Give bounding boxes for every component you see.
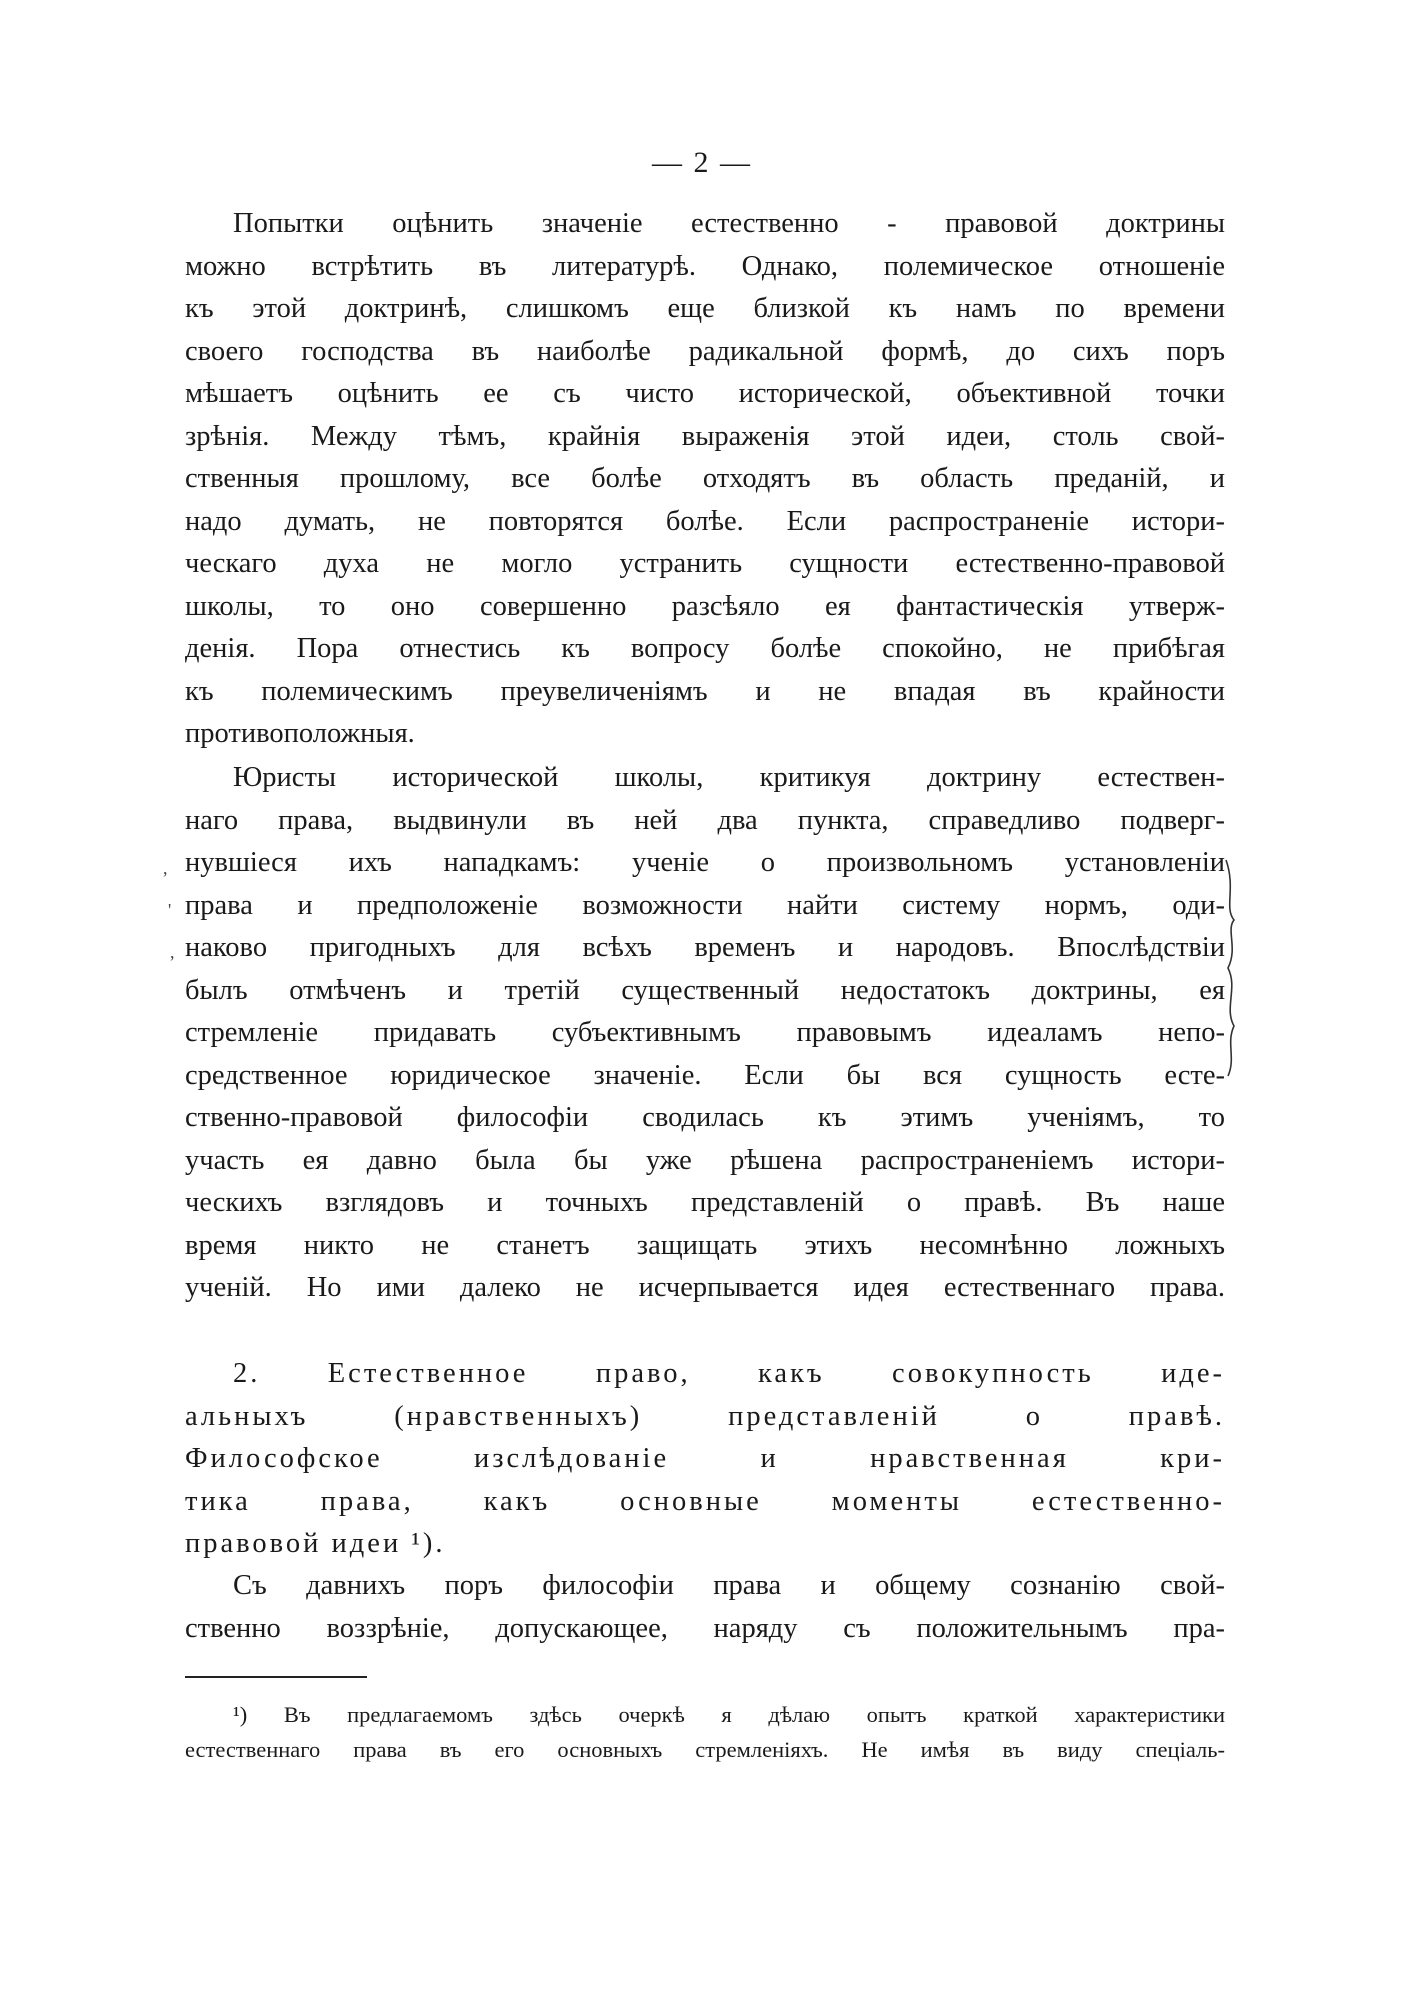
paragraph-line: наково пригодныхъ для всѣхъ временъ и народовъ. Впослѣдствіи xyxy=(185,932,1225,963)
paragraph-line: Попытки оцѣнить значеніе естественно - правовой доктрины xyxy=(233,208,1225,239)
footnote-line: ¹) Въ предлагаемомъ здѣсь очеркѣ я дѣлаю опытъ краткой характеристики xyxy=(233,1702,1225,1727)
heading-line: 2. Естественное право, какъ совокупность иде- xyxy=(233,1358,1225,1389)
margin-pencil-bracket xyxy=(1222,858,1242,1078)
paragraph-line: надо думать, не повторятся болѣе. Если распространеніе истори- xyxy=(185,505,1225,537)
paragraph-line: денія. Пора отнестись къ вопросу болѣе спокойно, не прибѣгая xyxy=(185,633,1225,664)
heading-line: альныхъ (нравственныхъ) представленій о правѣ. xyxy=(185,1400,1225,1432)
margin-mark: , xyxy=(163,858,168,878)
paragraph-line: ученій. Но ими далеко не исчерпывается идея естественнаго права. xyxy=(185,1272,1225,1303)
paragraph-line: своего господства въ наиболѣе радикальной формѣ, до сихъ поръ xyxy=(185,335,1225,367)
paragraph-line: ческаго духа не могло устранить сущности естественно-правовой xyxy=(185,548,1225,579)
page-number: — 2 — xyxy=(652,146,752,179)
paragraph-line: наго права, выдвинули въ ней два пункта, справедливо подверг- xyxy=(185,804,1225,836)
paragraph-line: мѣшаетъ оцѣнить ее съ чисто исторической, объективной точки xyxy=(185,378,1225,409)
paragraph-line: противоположныя. xyxy=(185,718,415,749)
paragraph-line: стремленіе придавать субъективнымъ правовымъ идеаламъ непо- xyxy=(185,1017,1225,1048)
paragraph-line: былъ отмѣченъ и третій существенный недостатокъ доктрины, ея xyxy=(185,974,1225,1006)
paragraph-line: Юристы исторической школы, критикуя доктрину естествен- xyxy=(233,762,1225,793)
paragraph-line: права и предположеніе возможности найти систему нормъ, оди- xyxy=(185,889,1225,921)
footnote-line: естественнаго права въ его основныхъ стремленіяхъ. Не имѣя въ виду спеціаль- xyxy=(185,1737,1225,1762)
heading-line: тика права, какъ основные моменты естественно- xyxy=(185,1485,1225,1517)
paragraph-line: время никто не станетъ защищать этихъ несомнѣнно ложныхъ xyxy=(185,1229,1225,1261)
section-heading xyxy=(185,1353,1225,1566)
paragraph-line: ственно-правовой философіи сводилась къ этимъ ученіямъ, то xyxy=(185,1102,1225,1133)
paragraph-line: къ полемическимъ преувеличеніямъ и не впадая въ крайности xyxy=(185,675,1225,707)
paragraph-2 xyxy=(185,757,1225,1310)
paragraph-line: ственно воззрѣніе, допускающее, наряду съ положительнымъ пра- xyxy=(185,1612,1225,1644)
paragraph-line: ческихъ взглядовъ и точныхъ представленій о правѣ. Въ наше xyxy=(185,1187,1225,1218)
heading-line: Философское изслѣдованіе и нравственная кри- xyxy=(185,1443,1225,1474)
paragraph-line: Съ давнихъ поръ философіи права и общему сознанію свой- xyxy=(233,1570,1225,1601)
margin-mark: ' xyxy=(168,900,172,920)
margin-mark: , xyxy=(170,942,175,962)
paragraph-line: участь ея давно была бы уже рѣшена распространеніемъ истори- xyxy=(185,1144,1225,1176)
paragraph-1 xyxy=(185,203,1225,756)
paragraph-line: школы, то оно совершенно разсѣяло ея фантастическія утверж- xyxy=(185,590,1225,622)
footnote xyxy=(185,1697,1225,1767)
paragraph-line: зрѣнія. Между тѣмъ, крайнія выраженія этой идеи, столь свой- xyxy=(185,420,1225,452)
paragraph-line: средственное юридическое значеніе. Если бы вся сущность есте- xyxy=(185,1059,1225,1091)
paragraph-line: нувшіеся ихъ нападкамъ: ученіе о произвольномъ установленіи xyxy=(185,847,1225,878)
paragraph-line: можно встрѣтить въ литературѣ. Однако, полемическое отношеніе xyxy=(185,250,1225,282)
paragraph-3 xyxy=(185,1565,1225,1650)
paragraph-line: къ этой доктринѣ, слишкомъ еще близкой къ намъ по времени xyxy=(185,293,1225,324)
heading-line: правовой идеи ¹). xyxy=(185,1528,446,1559)
footnote-separator xyxy=(185,1676,367,1678)
paragraph-line: ственныя прошлому, все болѣе отходятъ въ область преданій, и xyxy=(185,463,1225,494)
